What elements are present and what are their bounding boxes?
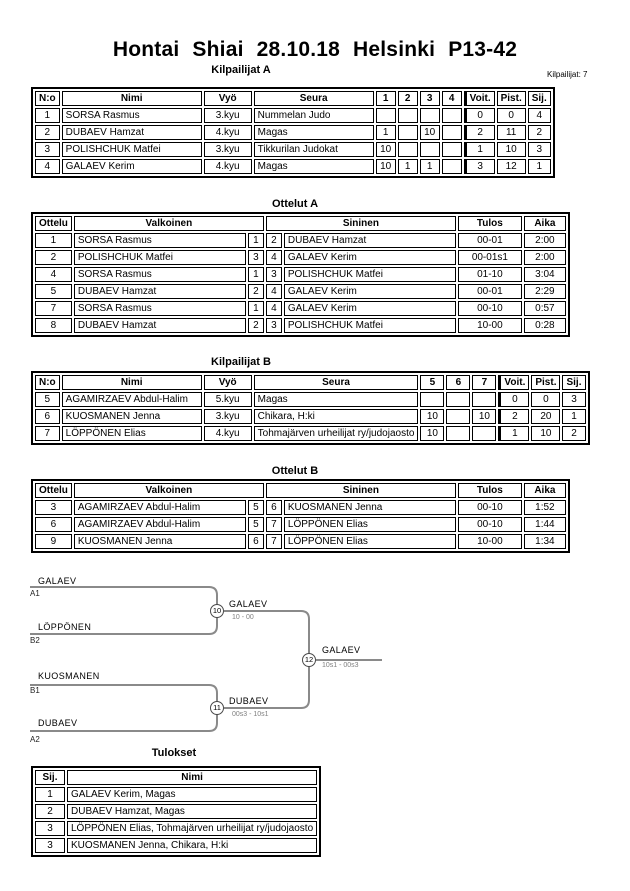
blue-no: 2 <box>266 233 282 248</box>
bracket-slot-name: KUOSMANEN <box>38 671 100 681</box>
col-name: Nimi <box>67 770 317 785</box>
table-row <box>35 838 317 853</box>
result-cell: 10-00 <box>458 318 522 333</box>
table-row <box>35 142 551 157</box>
matches-b-header-row <box>35 483 566 498</box>
time-cell: 3:04 <box>524 267 566 282</box>
col-r4: 4 <box>442 91 462 106</box>
points-cell: 10 <box>497 142 526 157</box>
result-place: 3 <box>35 821 65 836</box>
competitor-club: Magas <box>254 125 374 140</box>
blue-name: LÖPPÖNEN Elias <box>284 517 456 532</box>
competitor-name: SORSA Rasmus <box>62 108 202 123</box>
results-table <box>31 766 321 857</box>
place-cell: 3 <box>528 142 551 157</box>
table-row <box>35 159 551 174</box>
time-cell: 2:00 <box>524 233 566 248</box>
score-cell: 10 <box>376 142 396 157</box>
col-points: Pist. <box>531 375 560 390</box>
bracket-slot-name: LÖPPÖNEN <box>38 622 92 632</box>
elimination-bracket <box>0 560 450 755</box>
result-name: DUBAEV Hamzat, Magas <box>67 804 317 819</box>
col-place: Sij. <box>528 91 551 106</box>
white-no: 1 <box>248 301 264 316</box>
score-cell: 1 <box>420 159 440 174</box>
competitor-club: Nummelan Judo <box>254 108 374 123</box>
col-wins: Voit. <box>498 375 529 390</box>
white-name: AGAMIRZAEV Abdul-Halim <box>74 500 246 515</box>
competitor-club <box>254 426 419 441</box>
result-place: 2 <box>35 804 65 819</box>
score-cell <box>446 409 470 424</box>
competitor-belt: 3.kyu <box>204 142 252 157</box>
blue-name: KUOSMANEN Jenna <box>284 500 456 515</box>
blue-no: 3 <box>266 318 282 333</box>
bracket-seed-label: A2 <box>30 735 40 744</box>
col-time: Aika <box>524 483 566 498</box>
score-cell <box>442 125 462 140</box>
match-number-badge: 11 <box>210 701 224 715</box>
competitor-club-text: Tohmajärven urheilijat ry/judojaosto <box>257 428 415 439</box>
col-belt: Vyö <box>204 375 252 390</box>
match-no: 6 <box>35 517 72 532</box>
points-cell: 0 <box>531 392 560 407</box>
competitor-belt: 3.kyu <box>204 108 252 123</box>
wins-cell: 3 <box>464 159 495 174</box>
time-cell: 2:00 <box>524 250 566 265</box>
match-no: 8 <box>35 318 72 333</box>
white-no: 2 <box>248 318 264 333</box>
competitor-club: Magas <box>254 392 419 407</box>
table-row <box>35 108 551 123</box>
wins-cell: 2 <box>464 125 495 140</box>
col-name: Nimi <box>62 375 202 390</box>
blue-name: GALAEV Kerim <box>284 250 456 265</box>
score-cell: 1 <box>376 125 396 140</box>
col-result: Tulos <box>458 483 522 498</box>
table-row <box>35 250 566 265</box>
matches-a-header-row <box>35 216 566 231</box>
table-row <box>35 267 566 282</box>
bracket-slot-name: DUBAEV <box>38 718 78 728</box>
place-cell: 1 <box>562 409 585 424</box>
competitor-belt: 4.kyu <box>204 125 252 140</box>
blue-no: 4 <box>266 284 282 299</box>
score-cell: 10 <box>420 125 440 140</box>
competitor-belt: 4.kyu <box>204 426 252 441</box>
competitor-name: AGAMIRZAEV Abdul-Halim <box>62 392 202 407</box>
col-match: Ottelu <box>35 216 72 231</box>
competitor-no: 2 <box>35 125 60 140</box>
competitor-name: DUBAEV Hamzat <box>62 125 202 140</box>
blue-name: GALAEV Kerim <box>284 284 456 299</box>
table-row <box>35 517 566 532</box>
matches-b-title: Ottelut B <box>271 465 319 477</box>
score-cell <box>472 392 496 407</box>
points-cell: 12 <box>497 159 526 174</box>
matches-b-table <box>31 479 570 553</box>
semifinal1-score: 10 - 00 <box>232 614 254 621</box>
table-row <box>35 301 566 316</box>
competitor-club: Tikkurilan Judokat <box>254 142 374 157</box>
col-white: Valkoinen <box>74 216 264 231</box>
white-no: 5 <box>248 517 264 532</box>
col-r3: 3 <box>420 91 440 106</box>
table-row <box>35 821 317 836</box>
semifinal2-winner: DUBAEV <box>229 696 269 706</box>
blue-no: 7 <box>266 534 282 549</box>
bracket-seed-label: B2 <box>30 636 40 645</box>
match-no: 7 <box>35 301 72 316</box>
competitor-club: Chikara, H:ki <box>254 409 419 424</box>
blue-no: 3 <box>266 267 282 282</box>
white-name: DUBAEV Hamzat <box>74 318 246 333</box>
pool-a-title: Kilpailijat A <box>211 64 271 76</box>
semifinal1-winner: GALAEV <box>229 599 268 609</box>
match-no: 3 <box>35 500 72 515</box>
white-no: 2 <box>248 284 264 299</box>
score-cell: 1 <box>398 159 418 174</box>
col-club: Seura <box>254 375 419 390</box>
competitor-name: GALAEV Kerim <box>62 159 202 174</box>
score-cell <box>442 159 462 174</box>
blue-name: DUBAEV Hamzat <box>284 233 456 248</box>
table-row <box>35 318 566 333</box>
score-cell <box>398 108 418 123</box>
col-name: Nimi <box>62 91 202 106</box>
time-cell: 1:44 <box>524 517 566 532</box>
bracket-slot-name: GALAEV <box>38 576 77 586</box>
match-no: 2 <box>35 250 72 265</box>
score-cell <box>472 426 496 441</box>
score-cell: 10 <box>376 159 396 174</box>
competitor-belt: 5.kyu <box>204 392 252 407</box>
table-row <box>35 804 317 819</box>
table-row <box>35 233 566 248</box>
score-cell: 10 <box>420 409 444 424</box>
table-row <box>35 534 566 549</box>
white-no: 1 <box>248 233 264 248</box>
col-r7: 7 <box>472 375 496 390</box>
bracket-seed-label: B1 <box>30 686 40 695</box>
match-no: 9 <box>35 534 72 549</box>
blue-no: 6 <box>266 500 282 515</box>
score-cell <box>420 142 440 157</box>
blue-name: POLISHCHUK Matfei <box>284 267 456 282</box>
result-cell: 00-10 <box>458 517 522 532</box>
col-blue: Sininen <box>266 216 456 231</box>
competitor-name: KUOSMANEN Jenna <box>62 409 202 424</box>
result-cell: 10-00 <box>458 534 522 549</box>
competitor-no: 4 <box>35 159 60 174</box>
score-cell <box>398 142 418 157</box>
white-name: KUOSMANEN Jenna <box>74 534 246 549</box>
col-result: Tulos <box>458 216 522 231</box>
score-cell <box>398 125 418 140</box>
result-name-text: LÖPPÖNEN Elias, Tohmajärven urheilijat ry/judojaosto <box>71 823 314 834</box>
white-name: SORSA Rasmus <box>74 267 246 282</box>
blue-no: 4 <box>266 301 282 316</box>
table-row <box>35 426 586 441</box>
white-name: SORSA Rasmus <box>74 301 246 316</box>
match-number-badge: 12 <box>302 653 316 667</box>
points-cell: 20 <box>531 409 560 424</box>
final-winner: GALAEV <box>322 645 361 655</box>
points-cell: 11 <box>497 125 526 140</box>
score-cell <box>442 142 462 157</box>
score-cell <box>446 392 470 407</box>
result-cell: 00-01 <box>458 284 522 299</box>
matches-a-title: Ottelut A <box>271 198 319 210</box>
table-row <box>35 500 566 515</box>
white-no: 5 <box>248 500 264 515</box>
col-r5: 5 <box>420 375 444 390</box>
match-no: 5 <box>35 284 72 299</box>
result-cell: 01-10 <box>458 267 522 282</box>
blue-name: GALAEV Kerim <box>284 301 456 316</box>
points-cell: 10 <box>531 426 560 441</box>
match-no: 4 <box>35 267 72 282</box>
semifinal2-score: 00s3 - 10s1 <box>232 711 269 718</box>
result-place: 1 <box>35 787 65 802</box>
points-cell: 0 <box>497 108 526 123</box>
pool-b-header-row <box>35 375 586 390</box>
result-cell: 00-01 <box>458 233 522 248</box>
result-place: 3 <box>35 838 65 853</box>
col-match: Ottelu <box>35 483 72 498</box>
result-name <box>67 821 317 836</box>
result-name: GALAEV Kerim, Magas <box>67 787 317 802</box>
competitor-no: 7 <box>35 426 60 441</box>
white-no: 3 <box>248 250 264 265</box>
col-white: Valkoinen <box>74 483 264 498</box>
competitor-name: POLISHCHUK Matfei <box>62 142 202 157</box>
wins-cell: 1 <box>498 426 529 441</box>
score-cell <box>442 108 462 123</box>
col-place: Sij. <box>35 770 65 785</box>
table-row <box>35 284 566 299</box>
col-time: Aika <box>524 216 566 231</box>
place-cell: 3 <box>562 392 585 407</box>
match-no: 1 <box>35 233 72 248</box>
blue-no: 4 <box>266 250 282 265</box>
match-number-badge: 10 <box>210 604 224 618</box>
white-name: AGAMIRZAEV Abdul-Halim <box>74 517 246 532</box>
competitor-count-label: Kilpailijat: 7 <box>547 70 588 79</box>
result-cell: 00-10 <box>458 301 522 316</box>
results-header-row <box>35 770 317 785</box>
blue-name: POLISHCHUK Matfei <box>284 318 456 333</box>
tournament-title: Hontai Shiai 28.10.18 Helsinki P13-42 <box>112 38 518 61</box>
table-row <box>35 787 317 802</box>
place-cell: 2 <box>562 426 585 441</box>
wins-cell: 2 <box>498 409 529 424</box>
white-no: 1 <box>248 267 264 282</box>
result-name: KUOSMANEN Jenna, Chikara, H:ki <box>67 838 317 853</box>
competitor-club: Magas <box>254 159 374 174</box>
wins-cell: 1 <box>464 142 495 157</box>
pool-b-table <box>31 371 590 445</box>
col-r1: 1 <box>376 91 396 106</box>
score-cell <box>446 426 470 441</box>
pool-a-table <box>31 87 555 178</box>
wins-cell: 0 <box>464 108 495 123</box>
result-cell: 00-01s1 <box>458 250 522 265</box>
matches-a-table <box>31 212 570 337</box>
table-row <box>35 409 586 424</box>
place-cell: 4 <box>528 108 551 123</box>
col-r2: 2 <box>398 91 418 106</box>
blue-no: 7 <box>266 517 282 532</box>
place-cell: 1 <box>528 159 551 174</box>
score-cell <box>420 392 444 407</box>
score-cell: 10 <box>472 409 496 424</box>
competitor-no: 5 <box>35 392 60 407</box>
col-points: Pist. <box>497 91 526 106</box>
bracket-seed-label: A1 <box>30 589 40 598</box>
score-cell <box>420 108 440 123</box>
competitor-no: 6 <box>35 409 60 424</box>
competitor-no: 1 <box>35 108 60 123</box>
pool-b-title: Kilpailijat B <box>211 356 271 368</box>
wins-cell: 0 <box>498 392 529 407</box>
time-cell: 0:57 <box>524 301 566 316</box>
results-title: Tulokset <box>151 747 197 759</box>
pool-a-header-row <box>35 91 551 106</box>
score-cell: 10 <box>420 426 444 441</box>
white-no: 6 <box>248 534 264 549</box>
blue-name: LÖPPÖNEN Elias <box>284 534 456 549</box>
col-club: Seura <box>254 91 374 106</box>
col-place: Sij. <box>562 375 585 390</box>
score-cell <box>376 108 396 123</box>
col-no: N:o <box>35 91 60 106</box>
time-cell: 0:28 <box>524 318 566 333</box>
place-cell: 2 <box>528 125 551 140</box>
time-cell: 1:52 <box>524 500 566 515</box>
competitor-name: LÖPPÖNEN Elias <box>62 426 202 441</box>
white-name: DUBAEV Hamzat <box>74 284 246 299</box>
col-no: N:o <box>35 375 60 390</box>
final-score: 10s1 - 00s3 <box>322 662 359 669</box>
col-blue: Sininen <box>266 483 456 498</box>
competitor-no: 3 <box>35 142 60 157</box>
col-r6: 6 <box>446 375 470 390</box>
time-cell: 1:34 <box>524 534 566 549</box>
table-row <box>35 392 586 407</box>
col-wins: Voit. <box>464 91 495 106</box>
result-cell: 00-10 <box>458 500 522 515</box>
competitor-belt: 3.kyu <box>204 409 252 424</box>
col-belt: Vyö <box>204 91 252 106</box>
competitor-belt: 4.kyu <box>204 159 252 174</box>
white-name: SORSA Rasmus <box>74 233 246 248</box>
time-cell: 2:29 <box>524 284 566 299</box>
white-name: POLISHCHUK Matfei <box>74 250 246 265</box>
table-row <box>35 125 551 140</box>
